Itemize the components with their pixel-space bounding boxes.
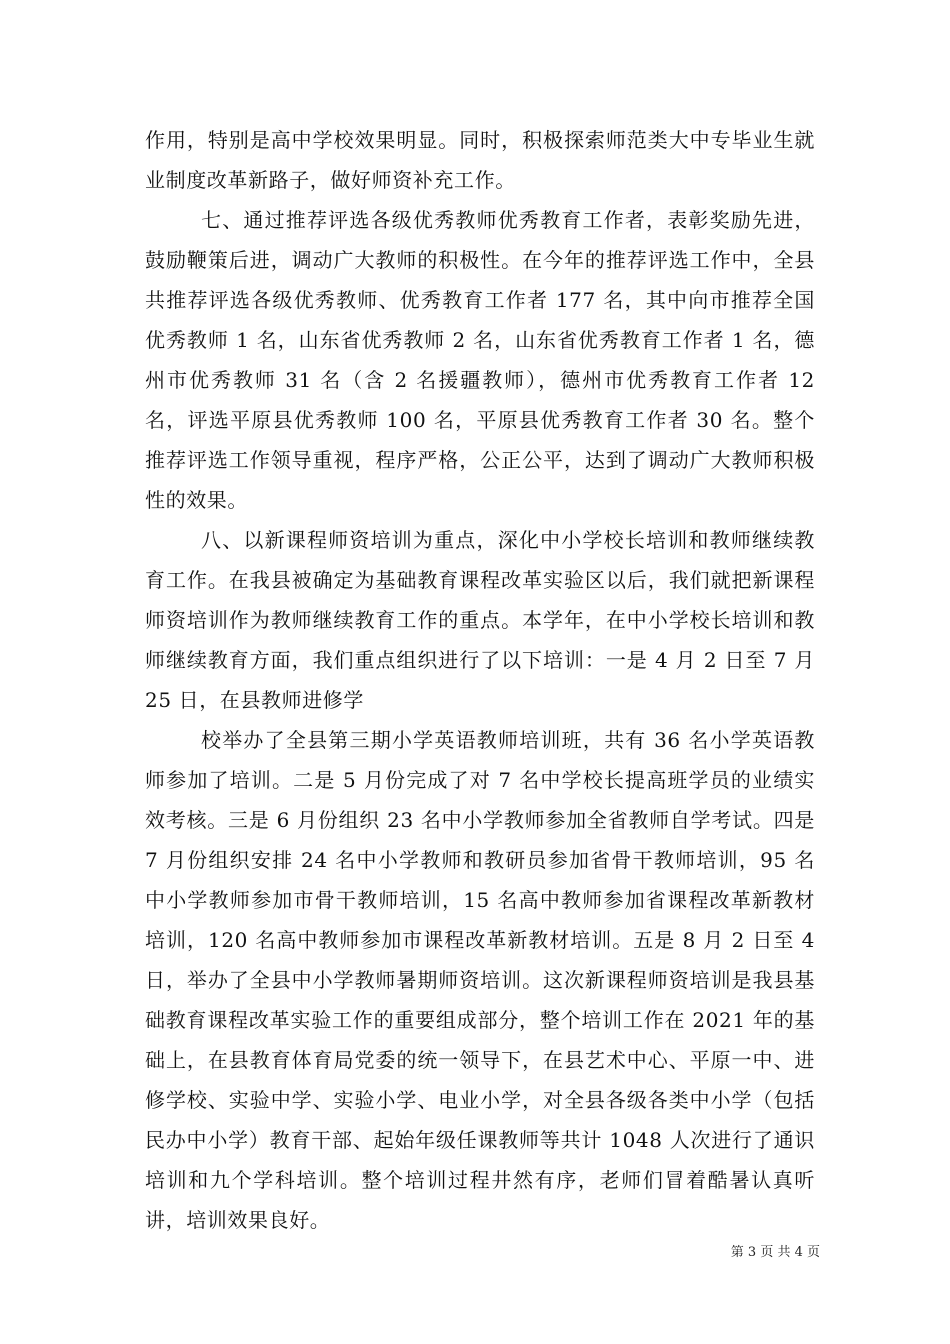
page-number-footer: 第 3 页 共 4 页: [730, 1245, 820, 1260]
paragraph-section-eight: 八、以新课程师资培训为重点，深化中小学校长培训和教师继续教育工作。在我县被确定为基础教育课程改革实验区以后，我们就把新课程师资培训作为教师继续教育工作的重点。本学年，在中小学校长培训和教师继续教育方面，我们重点组织进行了以下培训：一是 4 月 2 日至 7 月 25 日，在县教师进修学: [145, 528, 815, 712]
paragraph-section-seven: 七、通过推荐评选各级优秀教师优秀教育工作者，表彰奖励先进，鼓励鞭策后进，调动广大教师的积极性。在今年的推荐评选工作中，全县共推荐评选各级优秀教师、优秀教育工作者 177 名，其中向市推荐全国优秀教师 1 名，山东省优秀教师 2 名，山东省优秀教育工作者 1 名，德州市优秀教师 31 名（含 2 名援疆教师），德州市优秀教育工作者 12 名，评选平原县优秀教师 100 名，平原县优秀教育工作者 30 名。整个推荐评选工作领导重视，程序严格，公正公平，达到了调动广大教师积极性的效果。: [145, 208, 815, 512]
paragraph-training-details: 校举办了全县第三期小学英语教师培训班，共有 36 名小学英语教师参加了培训。二是 5 月份完成了对 7 名中学校长提高班学员的业绩实效考核。三是 6 月份组织 23 名中小学教师参加全省教师自学考试。四是 7 月份组织安排 24 名中小学教师和教研员参加省骨干教师培训，95 名中小学教师参加市骨干教师培训，15 名高中教师参加省课程改革新教材培训，120 名高中教师参加市课程改革新教材培训。五是 8 月 2 日至 4 日，举办了全县中小学教师暑期师资培训。这次新课程师资培训是我县基础教育课程改革实验工作的重要组成部分，整个培训工作在 2021 年的基础上，在县教育体育局党委的统一领导下，在县艺术中心、平原一中、进修学校、实验中学、实验小学、电业小学，对全县各级各类中小学（包括民办中小学）教育干部、起始年级任课教师等共计 1048 人次进行了通识培训和九个学科培训。整个培训过程井然有序，老师们冒着酷暑认真听讲，培训效果良好。: [145, 728, 815, 1232]
paragraph-continuation: 作用，特别是高中学校效果明显。同时，积极探索师范类大中专毕业生就业制度改革新路子，做好师资补充工作。: [145, 128, 815, 192]
document-body: [145, 120, 815, 1240]
